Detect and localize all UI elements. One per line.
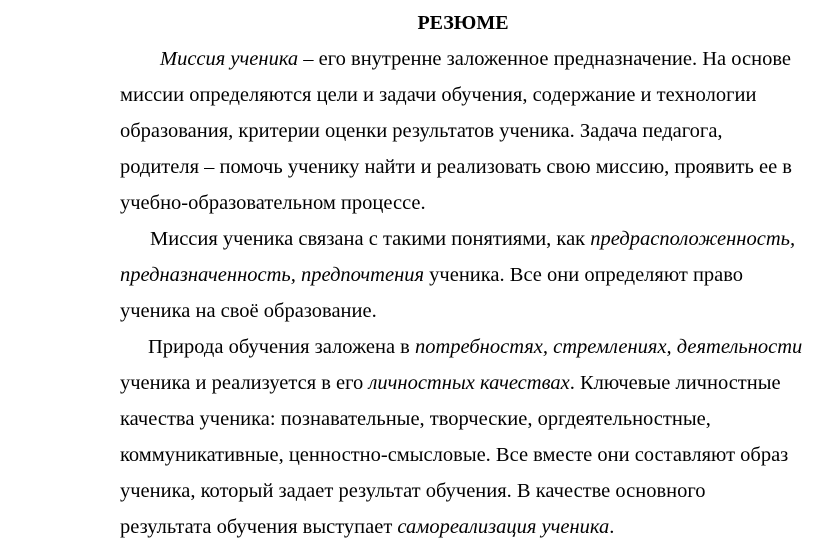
- p3-line-6-text: результата обучения выступает: [120, 516, 398, 538]
- p2-term-predisposition: предрасположенность,: [590, 228, 796, 250]
- p3-line-2: [120, 370, 781, 396]
- p3-line-2-text-a: ученика и реализуется в его: [120, 372, 369, 394]
- p1-line-4: родителя – помочь ученику найти и реализовать свою миссию, проявить ее в: [120, 156, 792, 178]
- p3-line-6: [120, 514, 614, 540]
- p1-line-2: миссии определяются цели и задачи обучения, содержание и технологии: [120, 84, 757, 106]
- p3-line-6-period: .: [609, 516, 615, 538]
- p3-term-self-realization: самореализация ученика: [397, 516, 610, 538]
- document-title: РЕЗЮМЕ: [417, 12, 509, 34]
- p3-terms-needs: потребностях, стремлениях, деятельности: [414, 336, 803, 358]
- p2-line-1-text: Миссия ученика связана с такими понятиями, как: [150, 228, 591, 250]
- p2-line-1: [150, 226, 795, 252]
- p3-line-4: коммуникативные, ценностно-смысловые. Все вместе они составляют образ: [120, 444, 789, 466]
- p3-line-1-text: Природа обучения заложена в: [148, 336, 415, 358]
- p1-line-1-text: – его внутренне заложенное предназначение. На основе: [298, 48, 792, 70]
- p1-line-5: учебно-образовательном процессе.: [120, 192, 426, 214]
- p3-line-3: качества ученика: познавательные, творческие, оргдеятельностные,: [120, 408, 711, 430]
- p2-line-2: [120, 262, 743, 288]
- p1-line-1: [160, 46, 791, 72]
- p3-line-1: [148, 334, 802, 360]
- p2-terms: предназначенность, предпочтения: [120, 264, 425, 286]
- p2-line-3: ученика на своё образование.: [120, 300, 377, 322]
- p3-line-5: ученика, который задает результат обучения. В качестве основного: [120, 480, 706, 502]
- p3-term-qualities: личностных качествах: [368, 372, 570, 394]
- p1-line-3: образования, критерии оценки результатов ученика. Задача педагога,: [120, 120, 723, 142]
- p1-term-mission: Миссия ученика: [160, 48, 299, 70]
- p2-line-2-text: ученика. Все они определяют право: [424, 264, 744, 286]
- p3-line-2-text-c: . Ключевые личностные: [569, 372, 781, 394]
